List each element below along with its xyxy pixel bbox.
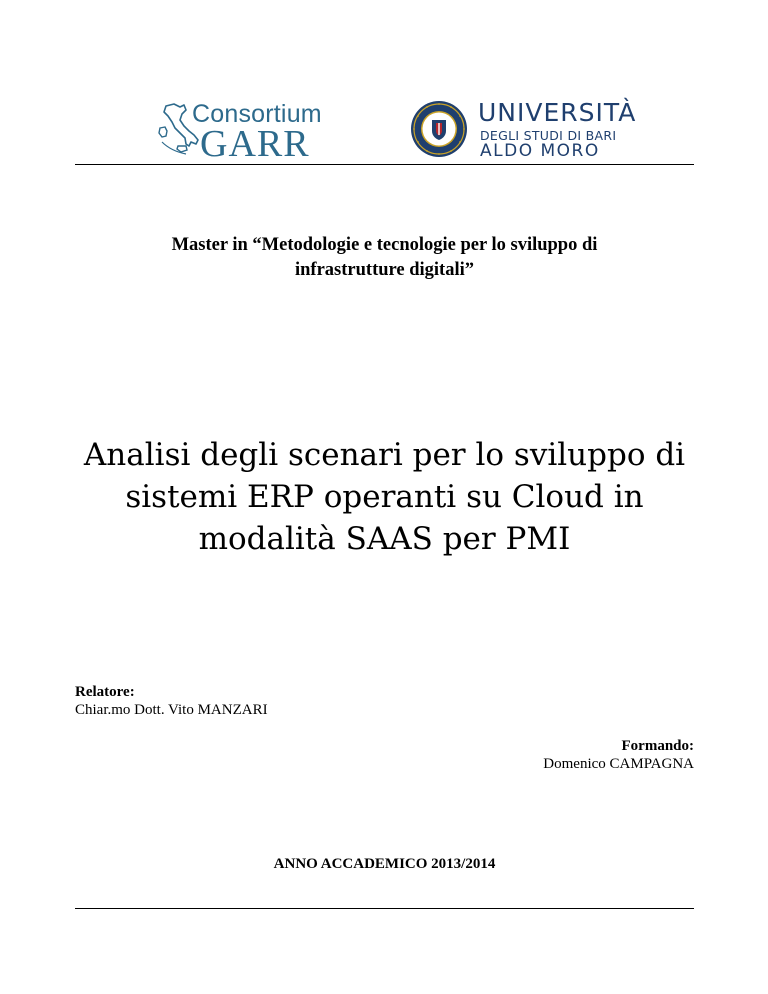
academic-year: ANNO ACCADEMICO 2013/2014: [273, 856, 496, 872]
uniba-logo-name: UNIVERSITÀ: [478, 98, 637, 127]
master-heading: [75, 233, 694, 283]
thesis-title: [75, 434, 694, 560]
master-line-1: Master in “Metodologie e tecnologie per lo sviluppo di: [171, 235, 598, 255]
header-divider: [75, 164, 694, 165]
relatore-block: [75, 683, 268, 719]
consortium-garr-logo: [156, 100, 331, 165]
thesis-title-line-3: modalità SAAS per PMI: [198, 521, 571, 557]
master-line-2: infrastrutture digitali”: [295, 260, 474, 280]
formando-block: [543, 737, 694, 773]
uniba-logo: [410, 98, 637, 162]
relatore-label: Relatore:: [75, 684, 135, 700]
university-seal-icon: [410, 100, 468, 158]
thesis-title-line-1: Analisi degli scenari per lo sviluppo di: [83, 437, 686, 473]
footer-divider: [75, 908, 694, 909]
formando-label: Formando:: [621, 738, 694, 754]
garr-logo-line2: GARR: [200, 123, 310, 165]
uniba-logo-city: ALDO MORO: [480, 141, 600, 161]
formando-name: Domenico CAMPAGNA: [543, 756, 694, 772]
uniba-logo-subtitle: DEGLI STUDI DI BARI: [480, 128, 617, 143]
relatore-name: Chiar.mo Dott. Vito MANZARI: [75, 702, 268, 718]
garr-logo-line1: Consortium: [192, 100, 322, 128]
thesis-title-line-2: sistemi ERP operanti su Cloud in: [125, 479, 644, 515]
